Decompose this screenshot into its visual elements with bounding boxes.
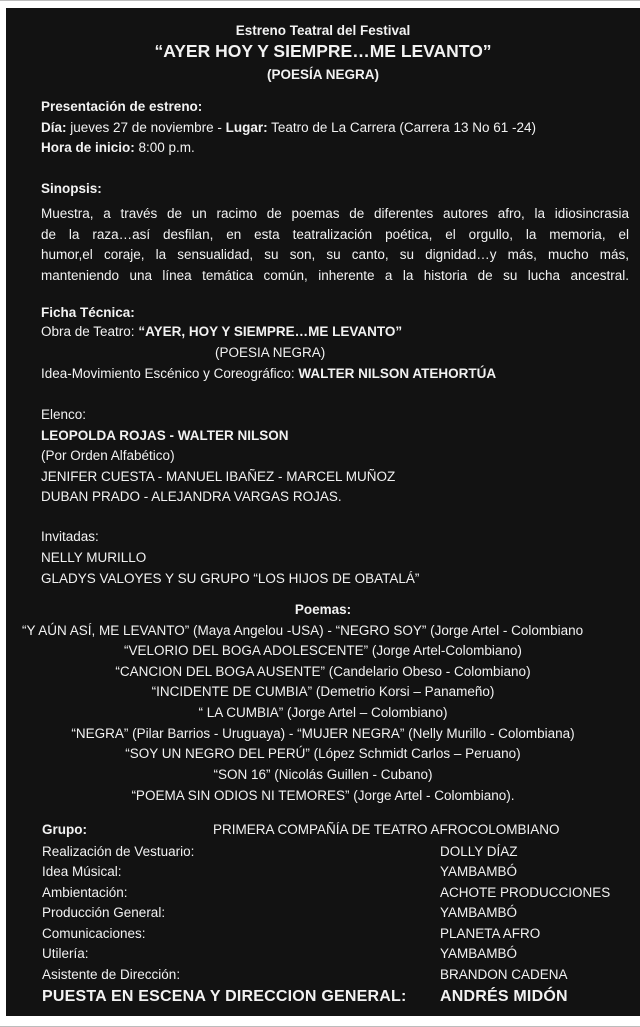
poema-item: “Y AÚN ASÍ, ME LEVANTO” (Maya Angelou -USA) - “NEGRO SOY” (Jorge Artel - Colombiano	[22, 623, 584, 638]
poema-item: “SOY UN NEGRO DEL PERÚ” (López Schmidt Carlos – Peruano)	[125, 746, 521, 761]
credit-name: YAMBAMBÓ	[440, 946, 518, 961]
credit-name: ACHOTE PRODUCCIONES	[440, 885, 611, 900]
poema-item: “SON 16” (Nicolás Guillen - Cubano)	[213, 767, 433, 782]
credit-role: Ambientación:	[42, 885, 128, 900]
obra-value: “AYER, HOY Y SIEMPRE…ME LEVANTO”	[138, 324, 403, 339]
obra-subtitle: (POESIA NEGRA)	[215, 345, 326, 360]
credit-role: Utilería:	[42, 946, 89, 961]
sinopsis-line: Muestra, a través de un racimo de poemas de diferentes autores afro, la idiosincrasia	[41, 206, 629, 221]
credit-role: Producción General:	[42, 905, 166, 920]
sinopsis-heading: Sinopsis:	[41, 181, 102, 196]
sinopsis-text	[41, 204, 629, 286]
play-subtitle: (POESÍA NEGRA)	[266, 67, 379, 82]
poema-item: “INCIDENTE DE CUMBIA” (Demetrio Korsi – Panameño)	[151, 684, 495, 699]
festival-line: Estreno Teatral del Festival	[235, 23, 411, 38]
credit-name: YAMBAMBÓ	[440, 905, 518, 920]
grupo-label: Grupo:	[42, 822, 87, 837]
invitadas-line: GLADYS VALOYES Y SU GRUPO “LOS HIJOS DE OBATALÁ”	[41, 571, 420, 586]
elenco-line: DUBAN PRADO - ALEJANDRA VARGAS ROJAS.	[41, 489, 342, 504]
lugar-value: Teatro de La Carrera (Carrera 13 No 61 -24)	[267, 120, 536, 135]
poema-item: “NEGRA” (Pilar Barrios - Uruguaya) - “MUJER NEGRA” (Nelly Murillo - Colombiana)	[71, 726, 575, 741]
credit-role: Realización de Vestuario:	[42, 844, 195, 859]
fecha-lugar-line	[41, 119, 536, 137]
direccion-name: ANDRÉS MIDÓN	[440, 988, 568, 1005]
ficha-heading: Ficha Técnica:	[41, 305, 135, 320]
elenco-line: JENIFER CUESTA - MANUEL IBAÑEZ - MARCEL MUÑOZ	[41, 469, 396, 484]
poster-card	[6, 8, 640, 1016]
elenco-note: (Por Orden Alfabético)	[41, 448, 175, 463]
poema-item: “CANCION DEL BOGA AUSENTE” (Candelario Obeso - Colombiano)	[115, 664, 531, 679]
invitadas-line: NELLY MURILLO	[41, 550, 147, 565]
direccion-label: PUESTA EN ESCENA Y DIRECCION GENERAL:	[42, 988, 407, 1005]
play-title: “AYER HOY Y SIEMPRE…ME LEVANTO”	[154, 41, 492, 61]
poemas-heading: Poemas:	[294, 602, 352, 617]
elenco-leads: LEOPOLDA ROJAS - WALTER NILSON	[41, 428, 289, 443]
idea-label: Idea-Movimiento Escénico y Coreográfico:	[41, 366, 299, 381]
credit-name: DOLLY DÍAZ	[440, 844, 518, 859]
presentacion-heading: Presentación de estreno:	[41, 99, 203, 114]
dia-label: Día:	[41, 120, 67, 135]
sinopsis-line: humor,el coraje, la sensualidad, su son, su canto, su dignidad…y más, mucho más,	[41, 247, 629, 262]
hora-label: Hora de inicio:	[41, 140, 135, 155]
idea-line	[41, 365, 496, 383]
grupo-value: PRIMERA COMPAÑÍA DE TEATRO AFROCOLOMBIANO	[213, 822, 560, 837]
hora-value: 8:00 p.m.	[134, 140, 195, 155]
dia-value: jueves 27 de noviembre -	[66, 120, 226, 135]
poema-item: “VELORIO DEL BOGA ADOLESCENTE” (Jorge Artel-Colombiano)	[124, 643, 522, 658]
credit-name: PLANETA AFRO	[440, 926, 541, 941]
credit-role: Asistente de Dirección:	[42, 967, 181, 982]
lugar-label: Lugar:	[225, 120, 268, 135]
credit-role: Idea Músical:	[42, 864, 122, 879]
hora-line	[41, 139, 195, 157]
sinopsis-line: de la raza…así desfilan, en esta teatralización poética, el orgullo, la memoria, el	[41, 226, 629, 242]
sinopsis-line: manteniendo una línea temática común, inherente a la historia de su lucha ancestral.	[41, 267, 629, 283]
credit-name: YAMBAMBÓ	[440, 864, 518, 879]
poema-item: “POEMA SIN ODIOS NI TEMORES” (Jorge Artel - Colombiano).	[131, 788, 515, 803]
idea-value: WALTER NILSON ATEHORTÚA	[298, 366, 497, 381]
invitadas-heading: Invitadas:	[41, 529, 99, 544]
obra-line	[41, 323, 402, 341]
obra-label: Obra de Teatro:	[41, 324, 139, 339]
poema-item: “ LA CUMBIA” (Jorge Artel – Colombiano)	[198, 705, 448, 720]
credit-name: BRANDON CADENA	[440, 967, 568, 982]
elenco-heading: Elenco:	[41, 407, 87, 422]
credit-role: Comunicaciones:	[42, 926, 146, 941]
